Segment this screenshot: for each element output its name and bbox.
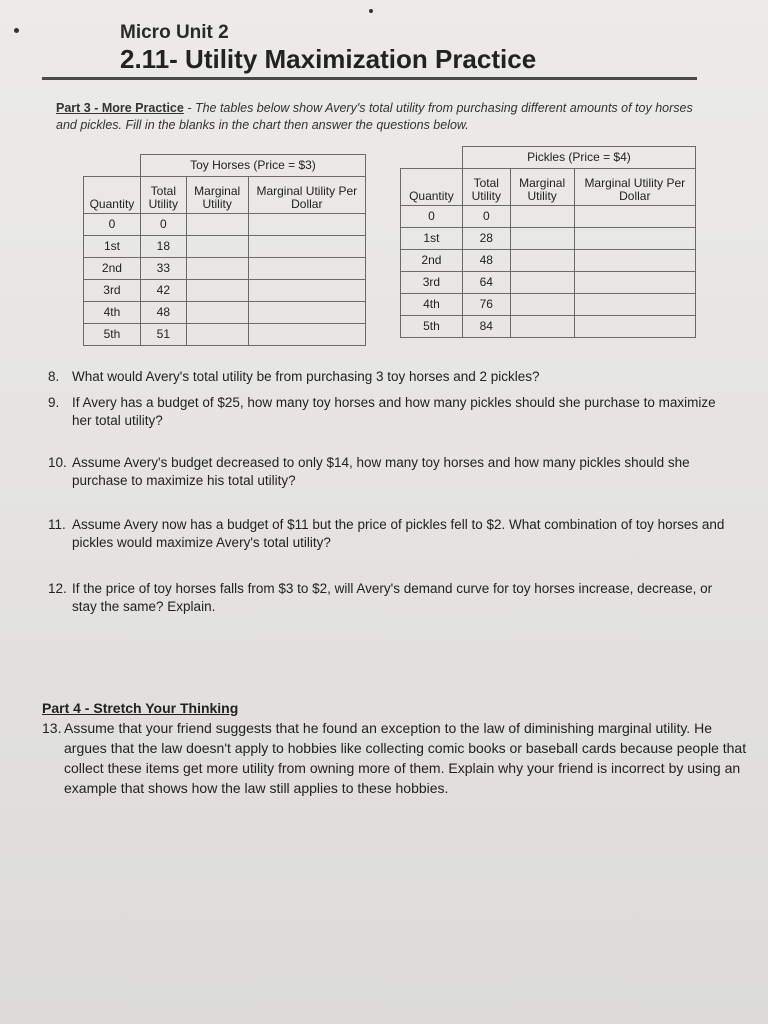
marginal-utility-blank[interactable] (186, 279, 248, 301)
question-text: Assume Avery's budget decreased to only $14, how many toy horses and how many pickles should she purchase to maximize his total utility? (72, 455, 690, 488)
hole-punch-mark (14, 28, 19, 33)
part3-heading: Part 3 - More Practice (56, 101, 184, 115)
question-number: 12. (48, 581, 67, 596)
title-divider (42, 77, 697, 80)
question-text: If the price of toy horses falls from $3 to $2, will Avery's demand curve for toy horses increase, decrease, or stay the same? Explain. (72, 581, 713, 614)
question-8 (48, 368, 732, 386)
table-row (401, 205, 696, 227)
table-row (84, 323, 366, 345)
table-row (401, 315, 696, 337)
marginal-utility-blank[interactable] (186, 323, 248, 345)
question-number: 9. (48, 395, 60, 410)
col-header-mu-per-dollar: Marginal Utility Per Dollar (574, 168, 695, 205)
unit-label: Micro Unit 2 (120, 22, 229, 43)
marginal-utility-blank[interactable] (510, 205, 574, 227)
marginal-utility-blank[interactable] (186, 235, 248, 257)
part3-instructions: - The tables below show Avery's total utility from purchasing different amounts of toy horses and pickles. Fill in the blanks in the chart then answer the questions below. (56, 101, 693, 132)
col-header-marginal-utility: Marginal Utility (186, 176, 248, 213)
quantity-cell: 3rd (401, 271, 463, 293)
toy-table-title: Toy Horses (Price = $3) (140, 155, 365, 177)
total-utility-cell: 51 (140, 323, 186, 345)
part4-heading: Part 4 - Stretch Your Thinking (42, 700, 239, 716)
mu-per-dollar-blank[interactable] (248, 323, 365, 345)
question-9 (48, 394, 732, 430)
table-row (84, 213, 366, 235)
mu-per-dollar-blank[interactable] (248, 279, 365, 301)
question-number: 8. (48, 369, 60, 384)
table-corner (401, 147, 463, 169)
col-header-mu-per-dollar: Marginal Utility Per Dollar (248, 176, 365, 213)
quantity-cell: 1st (84, 235, 141, 257)
mu-per-dollar-blank[interactable] (574, 205, 695, 227)
quantity-cell: 4th (84, 301, 141, 323)
quantity-cell: 0 (401, 205, 463, 227)
table-corner (84, 155, 141, 177)
table-row (84, 301, 366, 323)
table-row (84, 235, 366, 257)
table-row (401, 271, 696, 293)
question-number: 13. (42, 720, 62, 736)
col-header-marginal-utility: Marginal Utility (510, 168, 574, 205)
total-utility-cell: 64 (462, 271, 510, 293)
mu-per-dollar-blank[interactable] (574, 271, 695, 293)
total-utility-cell: 84 (462, 315, 510, 337)
total-utility-cell: 0 (140, 213, 186, 235)
marginal-utility-blank[interactable] (186, 257, 248, 279)
total-utility-cell: 42 (140, 279, 186, 301)
marginal-utility-blank[interactable] (186, 213, 248, 235)
page-title: 2.11- Utility Maximization Practice (120, 44, 537, 74)
quantity-cell: 3rd (84, 279, 141, 301)
marginal-utility-blank[interactable] (510, 293, 574, 315)
total-utility-cell: 28 (462, 227, 510, 249)
marginal-utility-blank[interactable] (510, 227, 574, 249)
col-header-total-utility: Total Utility (140, 176, 186, 213)
table-row (84, 257, 366, 279)
total-utility-cell: 76 (462, 293, 510, 315)
question-text: If Avery has a budget of $25, how many toy horses and how many pickles should she purchase to maximize her total utility? (72, 395, 716, 428)
table-row (84, 279, 366, 301)
pickles-table (400, 146, 696, 338)
question-12 (48, 580, 732, 616)
question-number: 11. (48, 517, 66, 532)
col-header-quantity: Quantity (401, 168, 463, 205)
part4-section (42, 698, 747, 798)
question-text: Assume Avery now has a budget of $11 but the price of pickles fell to $2. What combination of toy horses and pickles would maximize Avery's total utility? (72, 517, 725, 550)
toy-horses-table (83, 154, 366, 346)
col-header-total-utility: Total Utility (462, 168, 510, 205)
mu-per-dollar-blank[interactable] (248, 301, 365, 323)
paper-speck (369, 9, 373, 13)
mu-per-dollar-blank[interactable] (248, 257, 365, 279)
quantity-cell: 5th (401, 315, 463, 337)
pickle-table-title: Pickles (Price = $4) (462, 147, 695, 169)
quantity-cell: 2nd (84, 257, 141, 279)
question-11 (48, 516, 732, 552)
marginal-utility-blank[interactable] (510, 249, 574, 271)
marginal-utility-blank[interactable] (510, 271, 574, 293)
total-utility-cell: 0 (462, 205, 510, 227)
mu-per-dollar-blank[interactable] (574, 227, 695, 249)
question-10 (48, 454, 732, 490)
quantity-cell: 2nd (401, 249, 463, 271)
mu-per-dollar-blank[interactable] (574, 293, 695, 315)
mu-per-dollar-blank[interactable] (248, 213, 365, 235)
total-utility-cell: 18 (140, 235, 186, 257)
question-text: Assume that your friend suggests that he found an exception to the law of diminishing marginal utility. He argues that the law doesn't apply to hobbies like collecting comic books or baseball cards because people that collect these items get more utility from owning more of them. Explain why your friend is incorrect by using an example that shows how the law still applies to these hobbies. (64, 720, 747, 796)
total-utility-cell: 48 (462, 249, 510, 271)
table-row (401, 249, 696, 271)
mu-per-dollar-blank[interactable] (574, 249, 695, 271)
part3-intro (56, 100, 701, 134)
mu-per-dollar-blank[interactable] (248, 235, 365, 257)
total-utility-cell: 48 (140, 301, 186, 323)
table-row (401, 227, 696, 249)
question-number: 10. (48, 455, 67, 470)
mu-per-dollar-blank[interactable] (574, 315, 695, 337)
quantity-cell: 5th (84, 323, 141, 345)
col-header-quantity: Quantity (84, 176, 141, 213)
quantity-cell: 4th (401, 293, 463, 315)
quantity-cell: 1st (401, 227, 463, 249)
total-utility-cell: 33 (140, 257, 186, 279)
question-text: What would Avery's total utility be from purchasing 3 toy horses and 2 pickles? (72, 369, 540, 384)
question-13 (42, 718, 747, 798)
marginal-utility-blank[interactable] (186, 301, 248, 323)
quantity-cell: 0 (84, 213, 141, 235)
table-row (401, 293, 696, 315)
marginal-utility-blank[interactable] (510, 315, 574, 337)
